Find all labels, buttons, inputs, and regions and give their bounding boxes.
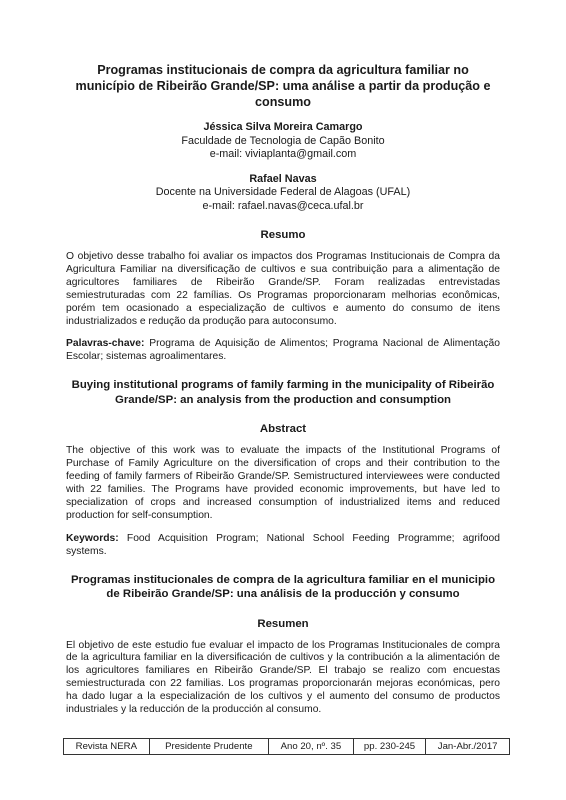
abstract-text: The objective of this work was to evaluate the impacts of the Institutional Programs of Purchase of Family Agriculture on the diversification of crops and their contribution to the feeding of family farmers of Ribeirão Grande/SP. Semistructured interviewees were conducted with 22 families. The Programs have provided economic improvements, but have led to specialization of crops and increased consumption of industrialized items and reduced production for self-consumption. (66, 445, 500, 521)
keywords-label: Keywords: (66, 532, 119, 544)
author-name: Rafael Navas (249, 172, 317, 185)
footer-journal: Revista NERA (64, 739, 150, 755)
keywords-label: Palavras-chave: (66, 338, 145, 350)
english-title: Buying institutional programs of family farming in the municipality of Ribeirão Grande/SP: an analysis from the production and consumption (71, 379, 495, 406)
footer-city: Presidente Prudente (149, 739, 268, 755)
resumo-text: O objetivo desse trabalho foi avaliar os impactos dos Programas Institucionais de Compra da Agricultura Familiar na diversificação de cultivos e sua contribuição para a alimentação de agricultores familiares de Ribeirão Grande/SP. Foram realizadas entrevistadas semiestruturadas com 22 famílias. Os Programas proporcionaram melhorias econômicas, porém tem ocasionado a especialização de cultivos e aumento do consumo de itens industrializados e redução da produção para autoconsumo. (66, 251, 500, 327)
resumen-text: El objetivo de este estudio fue evaluar el impacto de los Programas Institucionales de compra de la agricultura familiar en la diversificación de cultivos y la contribución a la alimentación de los agricultores familiares en Ribeirão Grande/SP. El trabajo se realizo com encuestas semiestructurada con 22 familias. Los programas proporcionarán mejoras económicas, pero ha dado lugar a la especialización de los cultivos y el aumento del consumo de productos industriales y la reducción de la producción al consumo. (66, 639, 500, 716)
footer-date: Jan-Abr./2017 (426, 739, 510, 755)
footer-issue: Ano 20, nº. 35 (269, 739, 354, 755)
resumo-keywords (66, 338, 500, 364)
keywords-text: Food Acquisition Program; National School Feeding Programme; agrifood systems. (66, 532, 500, 557)
abstract-heading: Abstract (259, 423, 307, 436)
author-affiliation: Docente na Universidade Federal de Alagoas (UFAL) (155, 186, 411, 198)
journal-footer (63, 738, 510, 755)
author-name: Jéssica Silva Moreira Camargo (203, 121, 363, 133)
spanish-title: Programas institucionales de compra de la agricultura familiar en el municipio de Ribeirão Grande/SP: una análisis de la producción y consumo (70, 573, 496, 600)
footer-pages: pp. 230-245 (353, 739, 426, 755)
author-affiliation: Faculdade de Tecnologia de Capão Bonito (181, 134, 385, 147)
paper-title: Programas institucionais de compra da agricultura familiar no município de Ribeirão Grande/SP: uma análise a partir da produção e consumo (75, 63, 491, 109)
author-block-2 (66, 173, 500, 214)
keywords-text: Programa de Aquisição de Alimentos; Programa Nacional de Alimentação Escolar; sistemas agroalimentares. (66, 338, 500, 363)
author-email: e-mail: rafael.navas@ceca.ufal.br (202, 199, 364, 212)
author-block-1 (66, 121, 500, 162)
resumo-heading: Resumo (260, 229, 306, 241)
author-email: e-mail: viviaplanta@gmail.com (209, 148, 357, 160)
resumen-heading: Resumen (257, 617, 309, 630)
abstract-keywords (66, 533, 500, 559)
paper-page (66, 62, 500, 717)
